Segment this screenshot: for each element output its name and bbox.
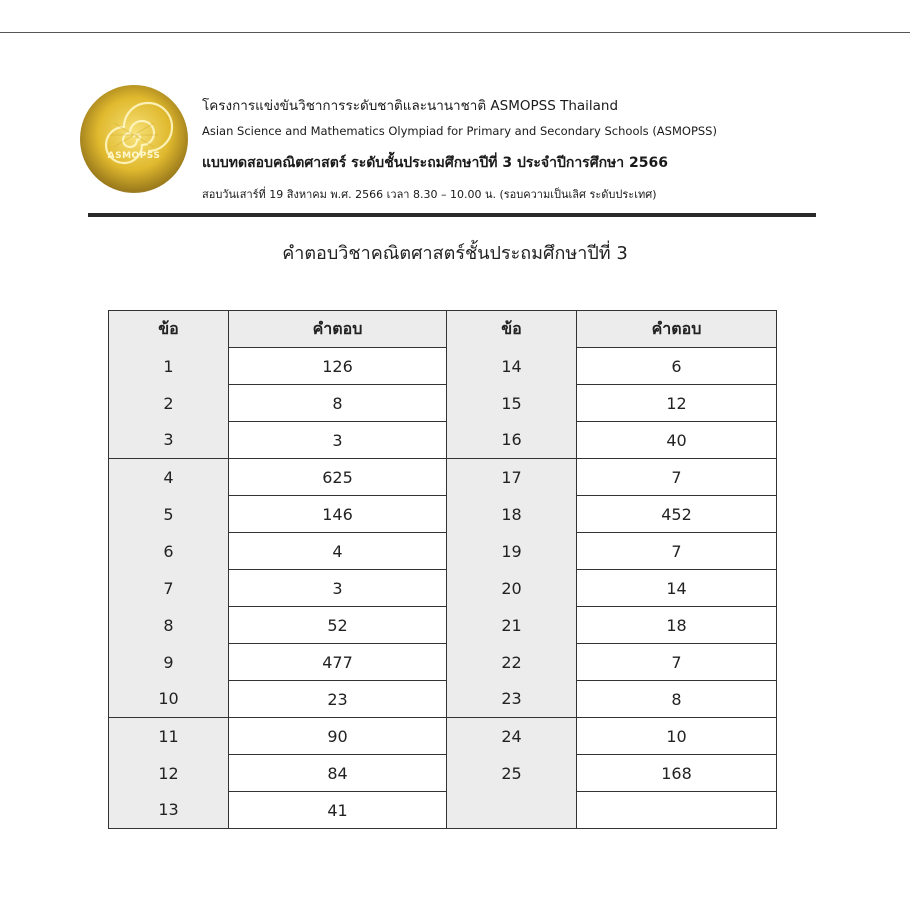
exam-title: แบบทดสอบคณิตศาสตร์ ระดับชั้นประถมศึกษาปีที่ 3 ประจำปีการศึกษา 2566: [202, 155, 668, 171]
asmopss-logo: [80, 85, 188, 193]
question-number: 1: [109, 348, 229, 385]
answer-cell: 12: [577, 385, 777, 422]
answer-cell: 7: [577, 644, 777, 681]
answer-cell: 10: [577, 718, 777, 755]
answer-cell: 146: [229, 496, 447, 533]
nautilus-shell-icon: [80, 85, 188, 193]
answer-cell: [577, 792, 777, 829]
table-row: [109, 718, 777, 755]
answer-cell: 4: [229, 533, 447, 570]
answer-key-title: คำตอบวิชาคณิตศาสตร์ชั้นประถมศึกษาปีที่ 3: [282, 243, 628, 264]
question-number: 25: [447, 755, 577, 792]
answer-cell: 8: [577, 681, 777, 718]
answer-cell: 14: [577, 570, 777, 607]
question-number: 15: [447, 385, 577, 422]
question-number: 17: [447, 459, 577, 496]
table-row: [109, 422, 777, 459]
answer-cell: 8: [229, 385, 447, 422]
table-row: [109, 570, 777, 607]
question-number: 18: [447, 496, 577, 533]
table-row: [109, 681, 777, 718]
table-header-row: [109, 311, 777, 348]
table-row: [109, 385, 777, 422]
question-number: 10: [109, 681, 229, 718]
table-row: [109, 533, 777, 570]
table-row: [109, 348, 777, 385]
question-number: [447, 792, 577, 829]
answer-table: [108, 310, 777, 829]
question-number: 12: [109, 755, 229, 792]
table-row: [109, 755, 777, 792]
table-row: [109, 459, 777, 496]
answer-cell: 6: [577, 348, 777, 385]
answer-cell: 23: [229, 681, 447, 718]
answer-cell: 3: [229, 570, 447, 607]
question-number: 24: [447, 718, 577, 755]
column-header-question: ข้อ: [447, 311, 577, 348]
question-number: 7: [109, 570, 229, 607]
question-number: 23: [447, 681, 577, 718]
project-name-english: Asian Science and Mathematics Olympiad for Primary and Secondary Schools (ASMOPSS): [202, 124, 717, 138]
answer-cell: 477: [229, 644, 447, 681]
table-row: [109, 792, 777, 829]
question-number: 14: [447, 348, 577, 385]
question-number: 11: [109, 718, 229, 755]
question-number: 6: [109, 533, 229, 570]
answer-cell: 3: [229, 422, 447, 459]
question-number: 2: [109, 385, 229, 422]
logo-lettering: ASMOPSS: [107, 151, 161, 161]
top-divider: [0, 32, 910, 33]
answer-cell: 90: [229, 718, 447, 755]
answer-cell: 126: [229, 348, 447, 385]
answer-cell: 52: [229, 607, 447, 644]
column-header-answer: คำตอบ: [577, 311, 777, 348]
answer-cell: 40: [577, 422, 777, 459]
question-number: 19: [447, 533, 577, 570]
answer-cell: 168: [577, 755, 777, 792]
question-number: 9: [109, 644, 229, 681]
table-row: [109, 496, 777, 533]
question-number: 8: [109, 607, 229, 644]
question-number: 4: [109, 459, 229, 496]
answer-cell: 625: [229, 459, 447, 496]
project-name: โครงการแข่งขันวิชาการระดับชาติและนานาชาติ ASMOPSS Thailand: [202, 98, 619, 114]
column-header-answer: คำตอบ: [229, 311, 447, 348]
question-number: 5: [109, 496, 229, 533]
answer-cell: 18: [577, 607, 777, 644]
question-number: 22: [447, 644, 577, 681]
table-row: [109, 607, 777, 644]
header-divider: [88, 213, 816, 217]
table-row: [109, 644, 777, 681]
answer-cell: 84: [229, 755, 447, 792]
exam-date-time: สอบวันเสาร์ที่ 19 สิงหาคม พ.ศ. 2566 เวลา 8.30 – 10.00 น. (รอบความเป็นเลิศ ระดับประเทศ): [202, 188, 657, 201]
question-number: 3: [109, 422, 229, 459]
question-number: 20: [447, 570, 577, 607]
answer-cell: 7: [577, 533, 777, 570]
question-number: 16: [447, 422, 577, 459]
answer-cell: 41: [229, 792, 447, 829]
question-number: 13: [109, 792, 229, 829]
document-header: [80, 83, 820, 223]
answer-cell: 452: [577, 496, 777, 533]
question-number: 21: [447, 607, 577, 644]
column-header-question: ข้อ: [109, 311, 229, 348]
answer-cell: 7: [577, 459, 777, 496]
